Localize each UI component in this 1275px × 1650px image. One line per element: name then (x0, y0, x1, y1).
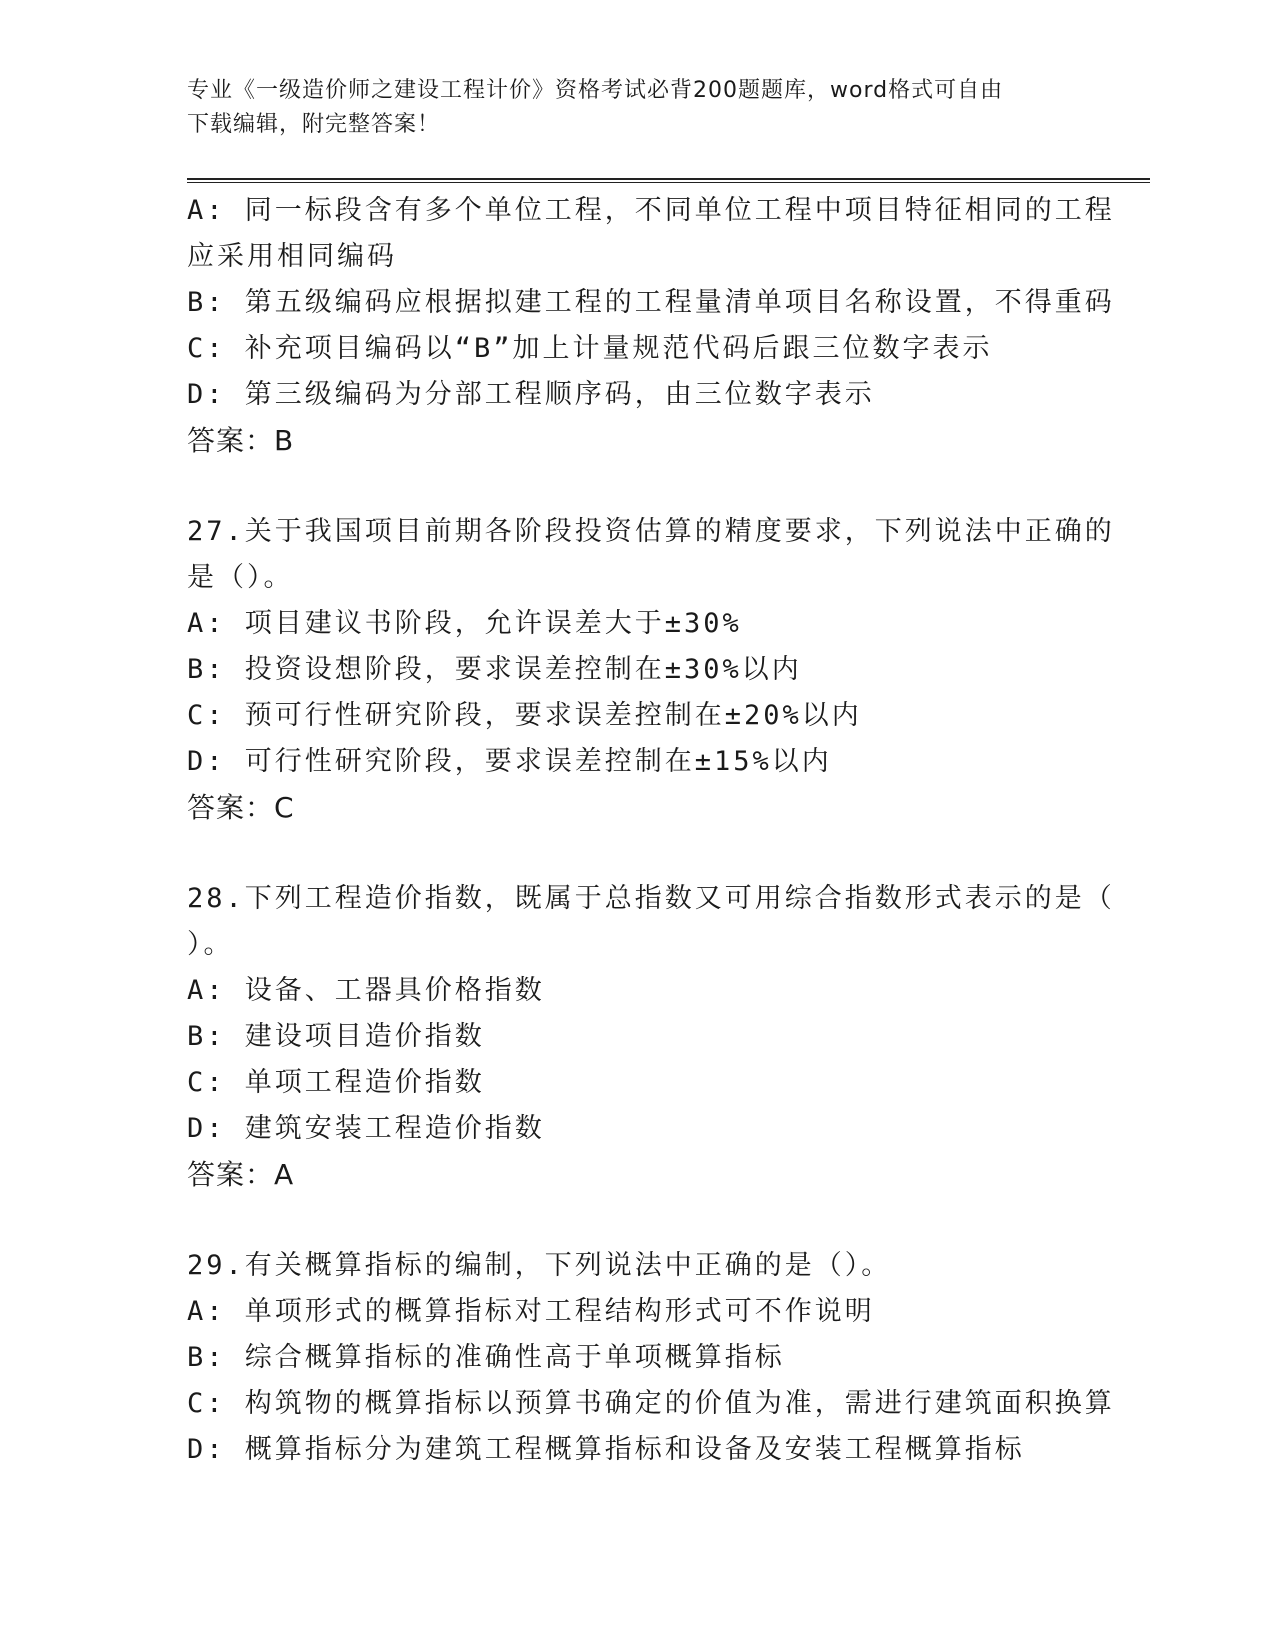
spacer (187, 464, 1087, 509)
question-26 (187, 188, 1115, 464)
option-b: B: 建设项目造价指数 (187, 1021, 485, 1052)
option-b: B: 综合概算指标的准确性高于单项概算指标 (187, 1342, 785, 1373)
document-header (187, 74, 1087, 142)
question-stem-continued: 是（）。 (187, 562, 294, 593)
option-c: C: 构筑物的概算指标以预算书确定的价值为准，需进行建筑面积换算 (187, 1388, 1115, 1419)
option-c: C: 单项工程造价指数 (187, 1067, 485, 1098)
question-stem: 28.下列工程造价指数，既属于总指数又可用综合指数形式表示的是（ (187, 883, 1115, 914)
question-stem: 27.关于我国项目前期各阶段投资估算的精度要求，下列说法中正确的 (187, 516, 1115, 547)
option-a-continued: 应采用相同编码 (187, 241, 397, 272)
answer: 答案：B (187, 424, 295, 457)
header-divider (187, 178, 1150, 183)
option-a: A: 项目建议书阶段，允许误差大于±30% (187, 608, 742, 639)
header-line-2: 下载编辑，附完整答案！ (187, 112, 441, 137)
spacer (187, 1198, 1087, 1243)
option-c: C: 补充项目编码以“B”加上计量规范代码后跟三位数字表示 (187, 333, 993, 364)
option-b: B: 投资设想阶段，要求误差控制在±30%以内 (187, 654, 802, 685)
option-a: A: 单项形式的概算指标对工程结构形式可不作说明 (187, 1296, 875, 1327)
question-27 (187, 509, 1115, 831)
option-c: C: 预可行性研究阶段，要求误差控制在±20%以内 (187, 700, 862, 731)
option-a: A: 设备、工器具价格指数 (187, 975, 545, 1006)
question-28 (187, 876, 1115, 1198)
option-b: B: 第五级编码应根据拟建工程的工程量清单项目名称设置，不得重码 (187, 287, 1115, 318)
option-d: D: 第三级编码为分部工程顺序码，由三位数字表示 (187, 379, 875, 410)
spacer (187, 831, 1087, 876)
question-stem: 29.有关概算指标的编制，下列说法中正确的是（）。 (187, 1250, 892, 1281)
question-stem-continued: ）。 (187, 929, 234, 960)
header-line-1: 专业《一级造价师之建设工程计价》资格考试必背200题题库，word格式可自由 (187, 78, 1004, 103)
answer: 答案：C (187, 791, 295, 824)
question-list (187, 188, 1115, 1473)
option-d: D: 建筑安装工程造价指数 (187, 1113, 545, 1144)
answer: 答案：A (187, 1158, 295, 1191)
option-d: D: 可行性研究阶段，要求误差控制在±15%以内 (187, 746, 832, 777)
option-a: A: 同一标段含有多个单位工程，不同单位工程中项目特征相同的工程 (187, 195, 1115, 226)
question-29 (187, 1243, 1115, 1473)
option-d: D: 概算指标分为建筑工程概算指标和设备及安装工程概算指标 (187, 1434, 1025, 1465)
